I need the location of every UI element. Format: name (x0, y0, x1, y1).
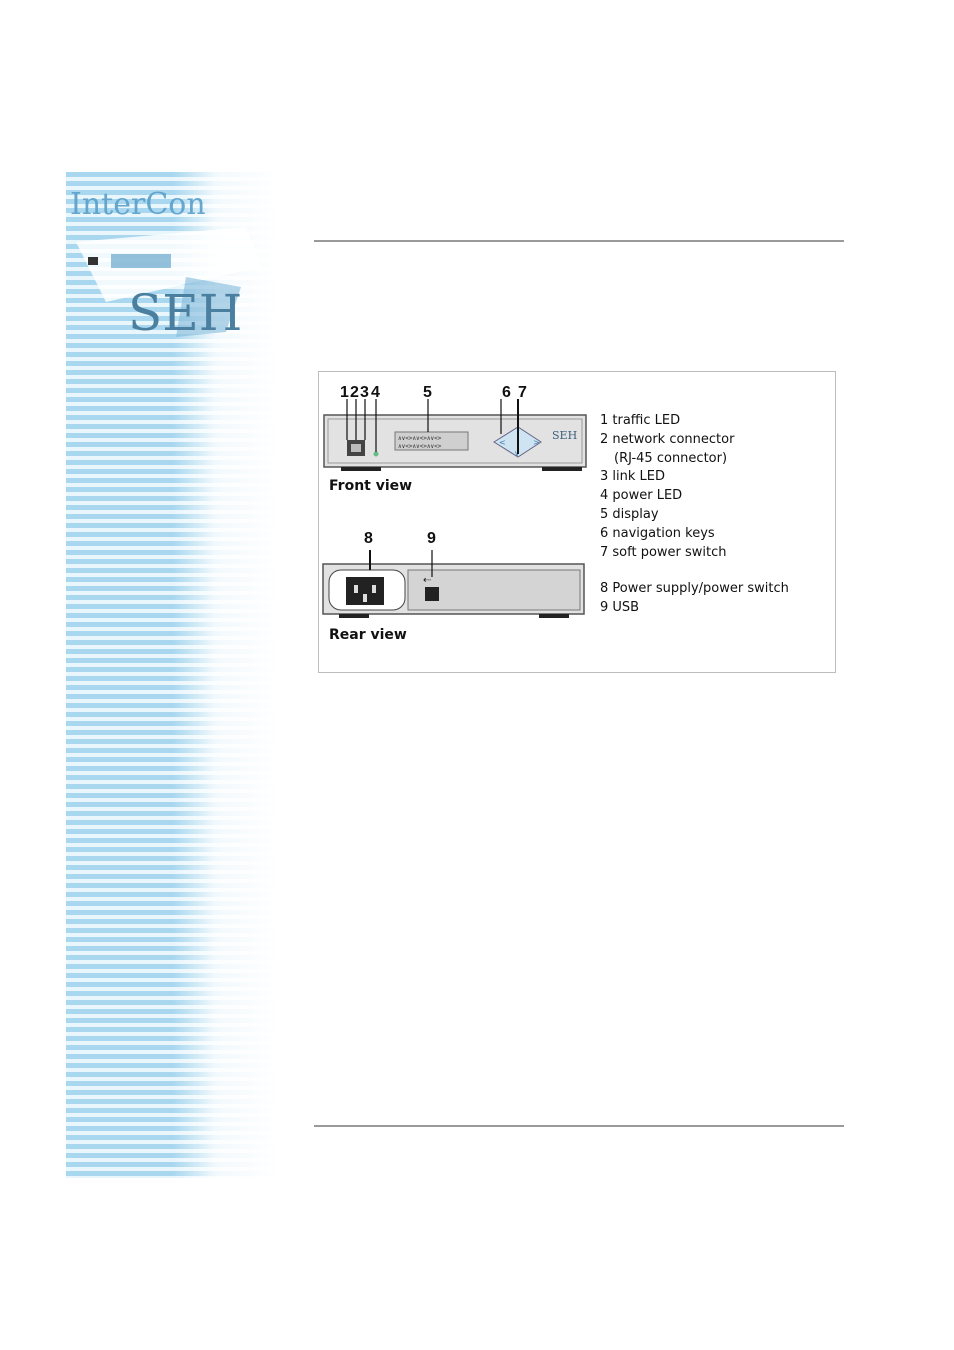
legend-item: 7 soft power switch (600, 544, 727, 560)
front-device-logo: SEH (552, 429, 578, 442)
logo-seh-text: SEH (128, 284, 243, 342)
svg-text:∨: ∨ (514, 449, 520, 458)
legend-item: 9 USB (600, 600, 640, 616)
callout-4: 4 (371, 384, 380, 401)
legend-item: 3 link LED (600, 469, 665, 485)
power-led (374, 452, 379, 457)
svg-text:∧∨<>∧∨<>∧∨<>: ∧∨<>∧∨<>∧∨<> (398, 435, 442, 442)
callout-6: 6 (502, 384, 511, 401)
callout-1: 1 (340, 384, 349, 401)
header-rule (314, 240, 844, 242)
callout-8: 8 (364, 530, 373, 547)
legend-item: 8 Power supply/power switch (600, 581, 789, 597)
legend-item: (RJ-45 connector) (614, 450, 728, 466)
callout-9: 9 (427, 530, 436, 547)
usb-port (425, 587, 439, 601)
rear-view-drawing (323, 550, 584, 618)
legend-item: 2 network connector (600, 431, 735, 447)
legend-item: 6 navigation keys (600, 525, 715, 541)
legend-item: 1 traffic LED (600, 413, 681, 428)
svg-text:∧∨<>∧∨<>∧∨<>: ∧∨<>∧∨<>∧∨<> (398, 443, 442, 450)
legend-spacer (600, 562, 832, 580)
front-view-drawing (324, 399, 586, 471)
front-view-label: Front view (329, 478, 413, 494)
sidebar-decoration (66, 172, 280, 1178)
legend-item: 4 power LED (600, 488, 683, 504)
svg-text:<: < (499, 438, 506, 447)
callout-2: 2 (350, 384, 359, 401)
logo-intercon-text: InterCon (70, 187, 206, 222)
callout-5: 5 (423, 384, 432, 401)
callout-3: 3 (360, 384, 369, 401)
intercon-seh-logo (66, 172, 280, 342)
rear-view-label: Rear view (329, 627, 407, 643)
callout-7: 7 (518, 384, 527, 401)
svg-text:>: > (533, 438, 540, 447)
usb-icon: ⇠ (423, 575, 432, 586)
legend-item: 5 display (600, 506, 659, 522)
device-figure (318, 371, 836, 673)
component-legend (600, 412, 832, 618)
footer-rule (314, 1125, 844, 1127)
